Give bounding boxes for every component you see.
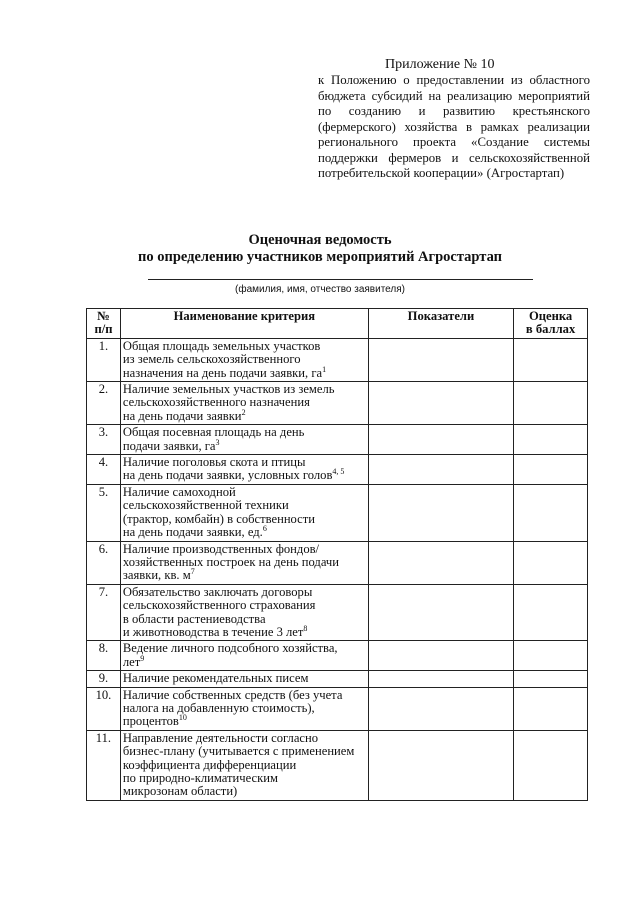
- criterion-name: [120, 671, 368, 687]
- criterion-text-line: сельскохозяйственного назначения: [122, 395, 310, 410]
- criterion-text-line: и животноводства в течение 3 лет: [122, 624, 304, 639]
- row-number: 7.: [87, 584, 121, 641]
- table-header-row: [87, 309, 588, 339]
- row-number: 11.: [87, 730, 121, 800]
- indicator-cell[interactable]: [368, 584, 513, 641]
- criterion-text-line: на день подачи заявки, ед.: [122, 525, 263, 540]
- criterion-text-line: заявки, кв. м: [122, 568, 191, 583]
- footnote-ref: 3: [215, 437, 220, 447]
- criterion-name: [120, 425, 368, 455]
- criterion-name: [120, 584, 368, 641]
- criterion-text-line: налога на добавленную стоимость),: [122, 700, 315, 715]
- criterion-name: [120, 687, 368, 730]
- criterion-text-line: (трактор, комбайн) в собственности: [122, 511, 316, 526]
- indicator-cell[interactable]: [368, 484, 513, 541]
- document-title: Оценочная ведомость: [248, 232, 392, 248]
- score-cell[interactable]: [514, 382, 588, 425]
- criterion-text-line: назначения на день подачи заявки, га: [122, 365, 323, 380]
- criterion-text-line: на день подачи заявки, условных голов: [122, 468, 333, 483]
- criterion-text-line: Общая площадь земельных участков: [122, 338, 321, 353]
- criterion-text-line: подачи заявки, га: [122, 438, 216, 453]
- criterion-text-line: процентов: [122, 714, 179, 729]
- criterion-name: [120, 382, 368, 425]
- criterion-text-line: Наличие собственных средств (без учета: [122, 687, 343, 702]
- footnote-ref: 1: [322, 364, 327, 374]
- criterion-name: [120, 730, 368, 800]
- appendix-body: к Положению о предоставлении из областного бюджета субсидий на реализацию мероприятий по созданию и развитию крестьянского (фермерского) хозяйства в рамках реализации регионального проекта «Создание системы поддержки фермеров и сельскохозяйственной потребительской кооперации» (Агростартап): [318, 73, 590, 180]
- criterion-text-line: Наличие рекомендательных писем: [122, 671, 309, 686]
- criterion-text-line: микрозонам области): [122, 784, 238, 799]
- criterion-text-line: Обязательство заключать договоры: [122, 584, 313, 599]
- table-row: [87, 730, 588, 800]
- indicator-cell[interactable]: [368, 455, 513, 485]
- row-number: 10.: [87, 687, 121, 730]
- criterion-text-line: Наличие производственных фондов/: [122, 541, 320, 556]
- indicator-cell[interactable]: [368, 425, 513, 455]
- score-cell[interactable]: [514, 641, 588, 671]
- row-number: 1.: [87, 338, 121, 381]
- criterion-text-line: Направление деятельности согласно: [122, 730, 319, 745]
- criterion-text-line: Общая посевная площадь на день: [122, 425, 305, 440]
- header-indicators: Показатели: [368, 309, 513, 339]
- criteria-table-body: [87, 338, 588, 800]
- criterion-name: [120, 541, 368, 584]
- criterion-text-line: Наличие поголовья скота и птицы: [122, 455, 306, 470]
- indicator-cell[interactable]: [368, 382, 513, 425]
- appendix-title: Приложение № 10: [385, 57, 495, 72]
- footnote-ref: 6: [262, 523, 267, 533]
- header-criterion-name: Наименование критерия: [120, 309, 368, 339]
- header-num: № п/п: [87, 309, 121, 339]
- criterion-text-line: на день подачи заявки: [122, 408, 242, 423]
- table-row: [87, 671, 588, 687]
- criterion-text-line: коэффициента дифференциации: [122, 757, 297, 772]
- score-cell[interactable]: [514, 671, 588, 687]
- footnote-ref: 9: [140, 653, 145, 663]
- criterion-text-line: по природно-климатическим: [122, 771, 278, 785]
- table-row: [87, 455, 588, 485]
- footnote-ref: 2: [241, 407, 246, 417]
- score-cell[interactable]: [514, 584, 588, 641]
- criterion-text-line: Наличие земельных участков из земель: [122, 382, 335, 397]
- row-number: 8.: [87, 641, 121, 671]
- criterion-text-line: сельскохозяйственного страхования: [122, 598, 316, 613]
- indicator-cell[interactable]: [368, 641, 513, 671]
- score-cell[interactable]: [514, 338, 588, 381]
- score-cell[interactable]: [514, 484, 588, 541]
- score-cell[interactable]: [514, 541, 588, 584]
- footnote-ref: 8: [303, 623, 308, 633]
- score-cell[interactable]: [514, 455, 588, 485]
- indicator-cell[interactable]: [368, 671, 513, 687]
- indicator-cell[interactable]: [368, 541, 513, 584]
- table-row: [87, 641, 588, 671]
- footnote-ref: 4, 5: [332, 467, 345, 477]
- criterion-text-line: из земель сельскохозяйственного: [122, 352, 301, 367]
- criterion-text-line: Ведение личного подсобного хозяйства,: [122, 641, 338, 656]
- table-row: [87, 484, 588, 541]
- score-cell[interactable]: [514, 730, 588, 800]
- table-row: [87, 382, 588, 425]
- row-number: 5.: [87, 484, 121, 541]
- criterion-text-line: хозяйственных построек на день подачи: [122, 554, 340, 569]
- indicator-cell[interactable]: [368, 338, 513, 381]
- applicant-name-caption: (фамилия, имя, отчество заявителя): [235, 284, 405, 295]
- criterion-text-line: бизнес-плану (учитывается с применением: [122, 744, 355, 759]
- criterion-name: [120, 484, 368, 541]
- header-score: Оценка в баллах: [514, 309, 588, 339]
- applicant-name-line: [148, 279, 533, 280]
- table-row: [87, 687, 588, 730]
- row-number: 9.: [87, 671, 121, 687]
- indicator-cell[interactable]: [368, 730, 513, 800]
- criterion-text-line: сельскохозяйственной техники: [122, 498, 289, 513]
- criterion-name: [120, 641, 368, 671]
- score-cell[interactable]: [514, 687, 588, 730]
- footnote-ref: 10: [178, 713, 187, 723]
- document-subtitle: по определению участников мероприятий Агростартап: [138, 249, 502, 265]
- table-row: [87, 425, 588, 455]
- table-row: [87, 584, 588, 641]
- criteria-table: [86, 308, 588, 801]
- indicator-cell[interactable]: [368, 687, 513, 730]
- score-cell[interactable]: [514, 425, 588, 455]
- row-number: 4.: [87, 455, 121, 485]
- row-number: 3.: [87, 425, 121, 455]
- criterion-text-line: лет: [122, 654, 141, 669]
- row-number: 6.: [87, 541, 121, 584]
- footnote-ref: 7: [190, 567, 195, 577]
- criterion-name: [120, 338, 368, 381]
- criterion-text-line: в области растениеводства: [122, 611, 266, 626]
- row-number: 2.: [87, 382, 121, 425]
- criterion-name: [120, 455, 368, 485]
- table-row: [87, 338, 588, 381]
- table-row: [87, 541, 588, 584]
- criterion-text-line: Наличие самоходной: [122, 484, 236, 499]
